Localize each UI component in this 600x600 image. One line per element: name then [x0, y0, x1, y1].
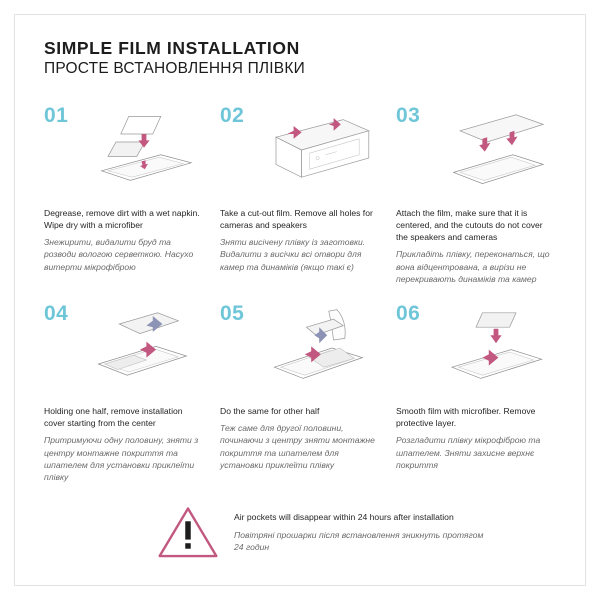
footer-text-uk: Повітряні прошарки після встановлення зникнуть протягом 24 годин [234, 529, 484, 552]
step-05-caption-en: Do the same for other half [220, 405, 320, 416]
step-06-illustration [436, 299, 556, 397]
step-05-number: 05 [220, 301, 245, 325]
step-02-illustration [260, 101, 380, 199]
step-01-number: 01 [44, 103, 69, 127]
step-01-head [44, 101, 204, 199]
page-title-en: SIMPLE FILM INSTALLATION [44, 38, 300, 58]
step-05-head [220, 299, 380, 397]
warning-exclamation-icon [156, 503, 220, 561]
step-04-illustration [84, 299, 204, 397]
step-06-caption-en: Smooth film with microfiber. Remove protective layer. [396, 405, 536, 429]
footer-text-en: Air pockets will disappear within 24 hours after installation [234, 512, 454, 523]
step-04-head [44, 299, 204, 397]
step-04-number: 04 [44, 301, 69, 325]
page-title-uk: ПРОСТЕ ВСТАНОВЛЕННЯ ПЛІВКИ [44, 60, 305, 78]
step-06-head [396, 299, 556, 397]
step-02-caption-uk: Зняти висічену плівку із заготовки. Видалити з висічки всі отвори для камер та динаміків (якщо такі є) [220, 237, 366, 272]
step-03-head [396, 101, 556, 199]
step-04 [44, 299, 204, 483]
step-05 [220, 299, 380, 483]
step-01-illustration [84, 101, 204, 199]
step-02-number: 02 [220, 103, 245, 127]
step-02-caption-en: Take a cut-out film. Remove all holes for cameras and speakers [220, 207, 373, 230]
step-06-caption-uk: Розгладити плівку мікрофіброю та шпателем. Зняти захисне верхнє покриття [396, 435, 541, 470]
step-02 [220, 101, 380, 285]
step-04-caption-uk: Притримуючи одну половину, зняти з центру монтажне покриття та шпателем для установки приклеїти плівку [44, 435, 199, 482]
step-03-caption-en: Attach the film, make sure that it is centered, and the cutouts do not cover the speakers and cameras [396, 207, 543, 243]
step-03-number: 03 [396, 103, 421, 127]
footer-note [44, 503, 556, 561]
step-01 [44, 101, 204, 285]
step-06 [396, 299, 556, 483]
step-03-illustration [436, 101, 556, 199]
steps-row-1 [44, 101, 556, 285]
step-04-caption-en: Holding one half, remove installation cover starting from the center [44, 405, 183, 429]
step-03-caption-uk: Прикладіть плівку, переконаться, що вона відцентрована, а вирізи не перекривають динаміків та камер [396, 249, 550, 284]
step-06-number: 06 [396, 301, 421, 325]
step-05-caption-uk: Теж саме для другої половини, починаючи з центру зняти монтажне покриття та шпателем для установки приклеїти плівку [220, 423, 375, 470]
step-05-illustration [260, 299, 380, 397]
steps-row-2 [44, 299, 556, 483]
step-02-head [220, 101, 380, 199]
step-01-caption-uk: Знежирити, видалити бруд та розводи вологою серветкою. Насухо витерти мікрофіброю [44, 237, 194, 272]
footer-text-block [234, 511, 484, 553]
step-01-caption-en: Degrease, remove dirt with a wet napkin. Wipe dry with a microfiber [44, 207, 200, 230]
step-03 [396, 101, 556, 285]
header [44, 38, 556, 79]
